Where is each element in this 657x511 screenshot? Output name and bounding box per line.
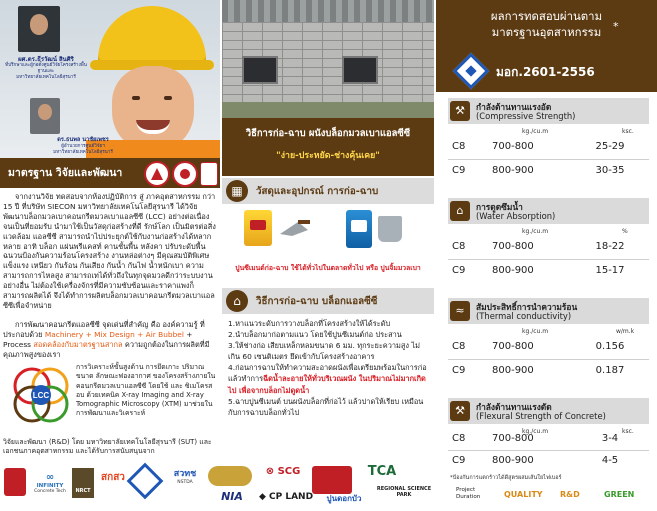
tisi-small-logo-icon <box>127 463 164 500</box>
method-header <box>222 118 434 176</box>
table-row: C9 800-900 0.187 <box>452 365 625 376</box>
test-results-column <box>436 0 657 511</box>
method-section-bar <box>222 288 434 314</box>
materials-section-title: วัสดุและอุปกรณ์ การก่อ-ฉาบ <box>256 186 379 197</box>
table-row: C8 700-800 25-29 <box>452 141 625 152</box>
research-description: จากงานวิจัย ทดสอบจากห้องปฏิบัติการ สู่ ภาคอุตสาหกรรม กว่า 15 ปี ที่บริษัท SIECON มหาวิทยาลัยเทคโนโลยีสุรนารี ได้วิจัยพัฒนาบล็อกมวลเบาคอนกรีตมวลเบาแอลซีซี (LCC) อย่างต่อเนื่องจนเป็นที่ยอมรับ นำมาใช้เป็นวัสดุก่อสร้างที่ดี รักษ์โลก เป็นมิตรต่อสิ่งแวดล้อม แอลซีซี สามารถนำไปประยุกต์ใช้กับงานก่อสร้างได้หลากหลาย อาทิ บล็อก แผ่นพรีแคสท์ คานชั้นพื้น หลังคา ปรับระดับพื้น ฉนวนป้องกันความร้อนโครงสร้าง งานหล่อต่างๆ มีคุณสมบัติพิเศษ แข็งแรง เหนียว กันร้อน กันเสียง กันน้ำ กันไฟ น้ำหนักเบา ความสามารถการไหลสูง สามารถเทได้ทั่วถึงในทุกจุดมวลดีกว่าระบบงานอย่างอื่น ไม่ต้องใช้เครื่องจักรที่มีความซับซ้อนและราคาแพงก็สามารถผลิตได้ จึงได้ทำการผลิตบล็อกมวลเบาคอนกรีตมวลเบาแอลซีซีเพื่อจำหน่าย <box>3 192 216 310</box>
density-unit: kg./cu.m <box>522 328 549 335</box>
method-slogan: "ง่าย-ประหยัด-ช่างคุ้นเคย" <box>276 151 380 161</box>
university-crest-icon <box>4 468 26 496</box>
tca-logo: TCA <box>367 464 397 479</box>
table-row: C9 800-900 30-35 <box>452 165 625 176</box>
method-steps <box>228 318 432 418</box>
compressive-strength-bar <box>448 98 649 124</box>
water-absorption-bar <box>448 198 649 224</box>
nia-logo: NIA <box>221 490 243 503</box>
research-center-seal-icon <box>172 161 198 187</box>
density-unit: kg./cu.m <box>522 428 549 435</box>
nrct-logo: NRCT <box>72 468 94 498</box>
property-name-th: กำลังต้านทานแรงดัด <box>476 402 552 412</box>
director-photo <box>30 98 60 134</box>
materials-section-bar <box>222 178 434 204</box>
table-row: C8 700-800 3-4 <box>452 433 619 444</box>
trowel-icon <box>278 218 312 238</box>
flexural-strength-bar <box>448 398 649 424</box>
lcc-label: LCC <box>32 391 50 400</box>
lcc-analysis-text: การวิเคราะห์ขั้นสูงด้าน การยึดเกาะ ปริมาณ ขนาด ลักษณะฟองอากาศ ของโครงสร้างภายใน คอนกรีตมวลเบาแอลซีซี โดยใช้ และ ซิเมโครสอบ ด้วยเทคนิค X-ray Imaging and X-ray Tomographic Microscopy (XTM) มาช่วยในการพัฒนาและวิเคราะห์ <box>76 363 216 418</box>
list-item: 5.ฉาบปูนซีเมนต์ บนผนังบล็อกที่ก่อไว้ แล้วปาดให้เรียบ เหมือนกับการฉาบบล็อกทั่วไป <box>228 396 424 417</box>
property-unit: ksc. <box>622 428 634 435</box>
table-row: C8 700-800 18-22 <box>452 241 625 252</box>
knowledge-description: การพัฒนาคอนกรีตแอลซีซี จุดเด่นที่สำคัญ คือ องค์ความรู้ ที่ประกอบด้วย Machinery + Mix Design + Air Bubbel + Process สอดคล้องกับมาตรฐานสากล ความถูกต้องในการผลิตที่มีคุณภาพสูงของเรา <box>3 320 210 359</box>
property-name-th: กำลังต้านทานแรงอัด <box>476 102 552 112</box>
lcc-rings-icon <box>10 364 72 426</box>
table-row: C8 700-800 0.156 <box>452 341 625 352</box>
density-unit: kg./cu.m <box>522 128 549 135</box>
property-unit: ksc. <box>622 128 634 135</box>
sun-logo-icon <box>208 466 252 486</box>
green-tag: GREEN <box>604 490 635 499</box>
fiber-footnote: *ป้องกันการแตกร้าวได้ดีสูตรผสมเส้นใยไฟเบอร์ <box>450 475 562 481</box>
house-icon: ⌂ <box>450 201 470 221</box>
engineer-hero-image <box>0 0 220 158</box>
nstda-logo: สวทช NSTDA <box>173 469 197 485</box>
density-unit: kg./cu.m <box>522 228 549 235</box>
method-section-title: วิธีการก่อ-ฉาบ บล็อกแอลซีซี <box>256 296 378 307</box>
cement-bag-icon <box>244 210 272 246</box>
director-card <box>28 98 112 154</box>
test-results-title-line1: ผลการทดสอบผ่านตาม <box>490 9 603 23</box>
materials-row <box>222 208 434 260</box>
list-item: 3.ให้ช่างก่อ เสียบเหล็กหลมขนาด 6 มม. ทุกระยะความสูง ไม่เกิน 60 เซนติเมตร ยึดเข้ากับโครงสร้างอาคาร <box>228 341 420 362</box>
method-column <box>222 0 434 511</box>
materials-caption: ปูนซีเมนต์ก่อ-ฉาบ ใช้ได้ทั่วไปในตลาดทั่วไป หรือ ปูนจิ้มมวลเบา <box>235 264 421 272</box>
tsri-logo: สกสว <box>101 472 125 483</box>
list-item: 2.นำบล็อกมาก่อตามแนว โดยใช้ปูนซีเมนต์ก่อ ประสาน <box>228 330 402 340</box>
list-item: 1.หาแนวระดับการวางบล็อกที่โครงสร้างให้ได้ระดับ <box>228 319 391 328</box>
research-column <box>0 0 220 511</box>
property-name-en: (Water Absorption) <box>476 211 556 221</box>
university-seal-icon <box>144 161 170 187</box>
mortar-bag-icon <box>346 210 372 248</box>
list-item: 4.ก่อนการฉาบให้ทำความสะอาดผนังเพื่อเตรียมพร้อมในการก่อแล้วทำการฉีดน้ำละอายให้ทั่วบริเวณผนัง ในปริมาณไม่มากเกิดไป เพื่อจากบล็อกไม่ดูดน้ำ <box>228 363 427 395</box>
property-name-th: สัมประสิทธิ์การนำความร้อน <box>476 302 578 312</box>
regional-science-park-logo: REGIONAL SCIENCE PARK <box>376 486 432 498</box>
table-row: C9 800-900 4-5 <box>452 455 619 466</box>
method-title: วิธีการก่อ-ฉาบ ผนังบล็อกมวลเบาแอลซีซี <box>245 128 411 139</box>
director-role: ผู้อำนวยการศูนย์วิจัยฯ มหาวิทยาลัยเทคโนโลยีสุรนารี <box>53 144 113 155</box>
hammer-icon: ⚒ <box>450 101 470 121</box>
advisor-name: ผศ.ดร.ธีรวัฒน์ สินศิริ <box>18 56 74 63</box>
director-name: ดร.ธนพล นาชัยเพชร <box>57 137 109 143</box>
siecon-logo-icon <box>200 162 218 186</box>
support-credit: วิจัยและพัฒนา (R&D) โดย มหาวิทยาลัยเทคโนโลยีสุรนารี (SUT) และเอกชนภาคอุตสาหกรรม และได้รับการสนับสนุนจาก <box>3 438 212 455</box>
property-name-en: (Thermal conductivity) <box>476 311 572 321</box>
tisi-logo-icon <box>453 53 490 90</box>
pundokbua-logo: ปูนดอกบัว <box>326 494 362 503</box>
research-banner-title: มาตรฐาน วิจัยและพัฒนา <box>8 167 123 179</box>
scg-logo: ⊗ SCG <box>265 466 301 477</box>
house-gear-icon: ⌂ <box>226 290 248 312</box>
table-row: C9 800-900 15-17 <box>452 265 625 276</box>
property-name-en: (Compressive Strength) <box>476 111 576 121</box>
cpland-logo: ◆ CP LAND <box>258 492 314 502</box>
test-results-title-line2: มาตรฐานอุตสาหกรรม <box>491 25 602 39</box>
infinity-logo: ∞ INFINITY Concrete Tech <box>34 472 66 494</box>
cert-badge-icon <box>312 466 352 494</box>
heat-wave-icon: ≈ <box>450 301 470 321</box>
standard-code: มอก.2601-2556 <box>496 65 595 79</box>
advisor-role: ที่ปรึกษาและผู้ก่อตั้งศูนย์วิจัยโครงสร้างพื้นฐานและ มหาวิทยาลัยเทคโนโลยีสุรนารี <box>5 63 87 80</box>
test-results-header <box>436 0 657 92</box>
bucket-icon <box>378 216 402 242</box>
property-name-en: (Flexural Strength of Concrete) <box>476 411 606 421</box>
advisor-photo <box>18 6 60 52</box>
hammer-icon: ⚒ <box>450 401 470 421</box>
property-unit: w/m.k <box>616 328 635 335</box>
calendar-icon: ▦ <box>226 180 248 202</box>
quality-tag: QUALITY <box>504 490 543 499</box>
rnd-tag: R&D <box>560 490 580 499</box>
thermal-conductivity-bar <box>448 298 649 324</box>
property-name-th: การดูดซึมน้ำ <box>476 202 523 212</box>
property-unit: % <box>622 228 628 235</box>
project-duration-label: Project Duration <box>456 487 481 500</box>
advisor-card <box>4 4 88 98</box>
asterisk-mark: * <box>613 20 619 33</box>
lcc-house-image <box>222 0 434 118</box>
sponsor-logos <box>0 462 436 511</box>
